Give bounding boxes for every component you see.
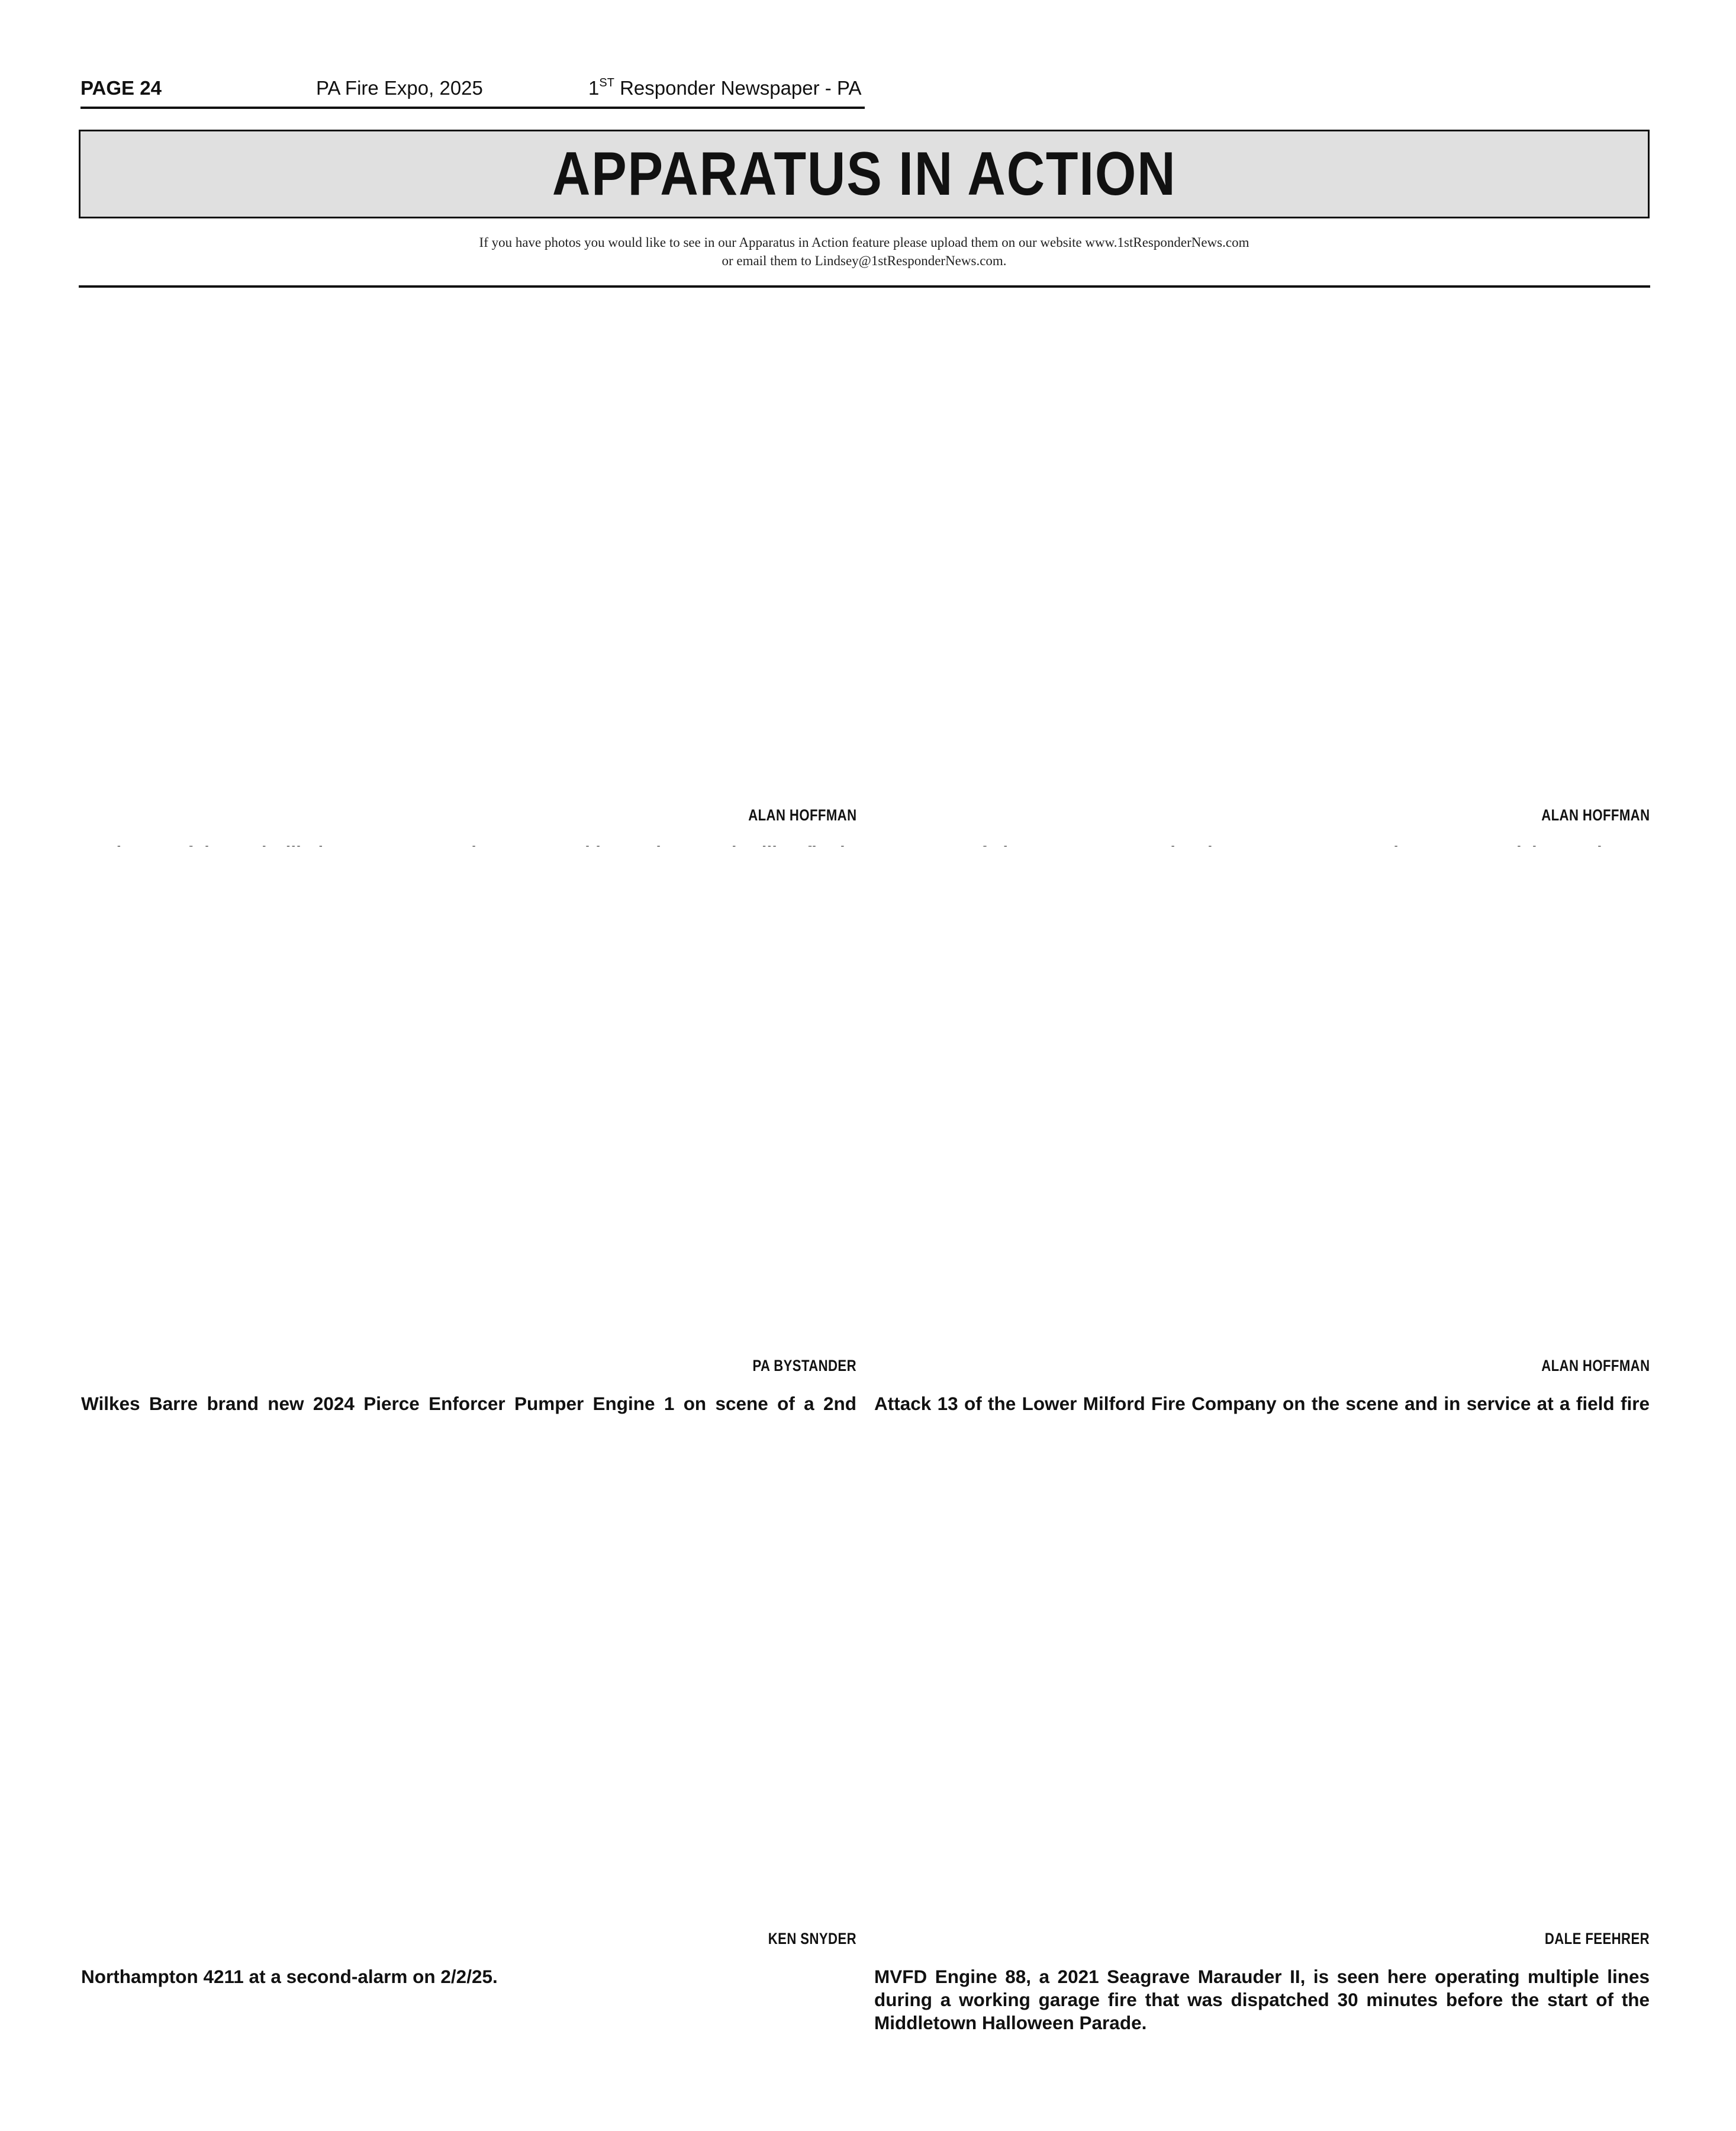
section-banner bbox=[79, 130, 1650, 218]
photo-credit: ALAN HOFFMAN bbox=[1541, 806, 1650, 824]
section-title: APPARATUS IN ACTION bbox=[552, 140, 1177, 208]
photo-caption: Wilkes Barre brand new 2024 Pierce Enforcer Pumper Engine 1 on scene of a 2nd bbox=[81, 1393, 856, 1414]
publication-name bbox=[588, 77, 862, 99]
photo-credit: DALE FEEHRER bbox=[1544, 1930, 1650, 1947]
photo-credit: ALAN HOFFMAN bbox=[1541, 1357, 1650, 1374]
photo bbox=[81, 1419, 856, 1923]
photo bbox=[874, 1419, 1650, 1923]
publication-superscript: ST bbox=[599, 76, 614, 89]
header-rule bbox=[80, 107, 865, 109]
photo-caption: MVFD Engine 88, a 2021 Seagrave Marauder II, is seen here operating multiple lines during a working garage fire that was dispatched 30 minutes before the start of the Middletown Halloween Parade. bbox=[874, 1966, 1650, 2033]
running-header bbox=[80, 77, 865, 109]
photo-credit: PA BYSTANDER bbox=[752, 1357, 856, 1374]
photo-credit: KEN SNYDER bbox=[768, 1930, 856, 1947]
photo-credit: ALAN HOFFMAN bbox=[748, 806, 856, 824]
photo-caption: Northampton 4211 at a second-alarm on 2/2/25. bbox=[81, 1966, 498, 1987]
publication-prefix: 1 bbox=[588, 77, 600, 99]
photo bbox=[81, 846, 856, 1350]
photo bbox=[874, 846, 1650, 1350]
section-rule bbox=[79, 285, 1650, 288]
intro-text bbox=[79, 233, 1650, 270]
section-name: PA Fire Expo, 2025 bbox=[316, 77, 483, 99]
intro-line-1: If you have photos you would like to see in our Apparatus in Action feature please upload them on our website www.1stResponderNews.com bbox=[479, 235, 1249, 250]
publication-suffix: Responder Newspaper - PA bbox=[614, 77, 862, 99]
intro-line-2: or email them to Lindsey@1stResponderNews.com. bbox=[722, 253, 1007, 268]
page-number: PAGE 24 bbox=[80, 77, 162, 99]
photo-caption: Attack 13 of the Lower Milford Fire Company on the scene and in service at a field fire bbox=[874, 1393, 1650, 1414]
photo bbox=[81, 296, 856, 799]
photo bbox=[874, 296, 1650, 799]
